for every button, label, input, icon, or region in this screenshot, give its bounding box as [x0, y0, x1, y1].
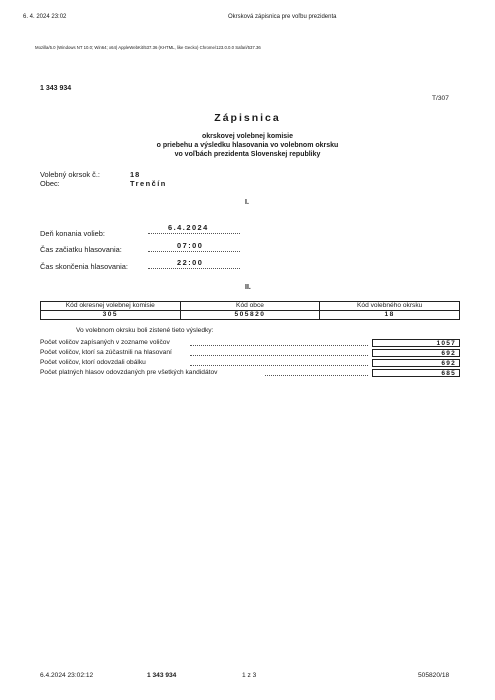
codes-header-commission: Kód okresnej volebnej komisie — [41, 302, 181, 311]
municipality-value: Trenčín — [130, 179, 167, 188]
election-day-dotted-line — [148, 233, 240, 234]
codes-table — [40, 301, 460, 320]
result-value: 692 — [372, 349, 460, 357]
election-day-value: 6.4.2024 — [168, 223, 209, 232]
codes-value-commission: 305 — [41, 311, 181, 320]
result-label: Počet voličov, ktorí odovzdali obálku — [40, 359, 146, 366]
document-number: 1 343 934 — [40, 85, 72, 92]
codes-header-municipality: Kód obce — [180, 302, 320, 311]
codes-value-municipality: 505820 — [180, 311, 320, 320]
result-leader-dots — [190, 365, 368, 366]
result-row-valid-votes — [40, 369, 460, 378]
print-user-agent: Mozilla/5.0 (Windows NT 10.0; Win64; x64) AppleWebKit/537.36 (KHTML, like Gecko) Chrome/123.0.0.0 Safari/537.36 — [35, 45, 261, 50]
result-label: Počet platných hlasov odovzdaných pre všetkých kandidátov — [40, 369, 218, 376]
footer-timestamp: 6.4.2024 23:02:12 — [40, 672, 94, 679]
section-1-heading: I. — [245, 199, 249, 206]
footer-document-number: 1 343 934 — [147, 672, 177, 679]
district-value: 18 — [130, 170, 141, 179]
print-datetime: 6. 4. 2024 23:02 — [23, 14, 67, 20]
end-time-value: 22:00 — [177, 258, 204, 267]
results-intro: Vo volebnom okrsku boli zistené tieto výsledky: — [76, 327, 214, 334]
election-day-label: Deň konania volieb: — [40, 229, 105, 238]
start-time-label: Čas začiatku hlasovania: — [40, 245, 122, 254]
result-value: 1057 — [372, 339, 460, 347]
result-label: Počet voličov, ktorí sa zúčastnili na hlasovaní — [40, 349, 172, 356]
footer-page-number: 1 z 3 — [242, 672, 257, 679]
subtitle-line-2: o priebehu a výsledku hlasovania vo volebnom okrsku — [156, 142, 339, 149]
footer-reference: 505820/18 — [418, 672, 450, 679]
print-page-title: Okrsková zápisnica pre voľbu prezidenta — [228, 14, 337, 20]
end-time-label: Čas skončenia hlasovania: — [40, 262, 128, 271]
section-2-heading: II. — [245, 284, 251, 291]
municipality-label: Obec: — [40, 179, 60, 188]
codes-header-row — [41, 302, 460, 311]
result-row-registered — [40, 339, 460, 348]
form-code: T/307 — [432, 95, 449, 102]
document-title: Zápisnica — [214, 112, 281, 124]
codes-value-row — [41, 311, 460, 320]
result-value: 692 — [372, 359, 460, 367]
start-time-dotted-line — [148, 251, 240, 252]
codes-header-district: Kód volebného okrsku — [320, 302, 460, 311]
district-label: Volebný okrsok č.: — [40, 170, 100, 179]
result-row-envelopes — [40, 359, 460, 368]
subtitle-line-3: vo voľbách prezidenta Slovenskej republiky — [174, 151, 321, 158]
start-time-value: 07:00 — [177, 241, 204, 250]
codes-value-district: 18 — [320, 311, 460, 320]
result-leader-dots — [190, 355, 368, 356]
subtitle-line-1: okrskovej volebnej komisie — [201, 133, 294, 140]
result-leader-dots — [265, 375, 368, 376]
result-value: 685 — [372, 369, 460, 377]
result-row-participated — [40, 349, 460, 358]
end-time-dotted-line — [148, 268, 240, 269]
result-leader-dots — [190, 345, 368, 346]
result-label: Počet voličov zapísaných v zozname voličov — [40, 339, 170, 346]
